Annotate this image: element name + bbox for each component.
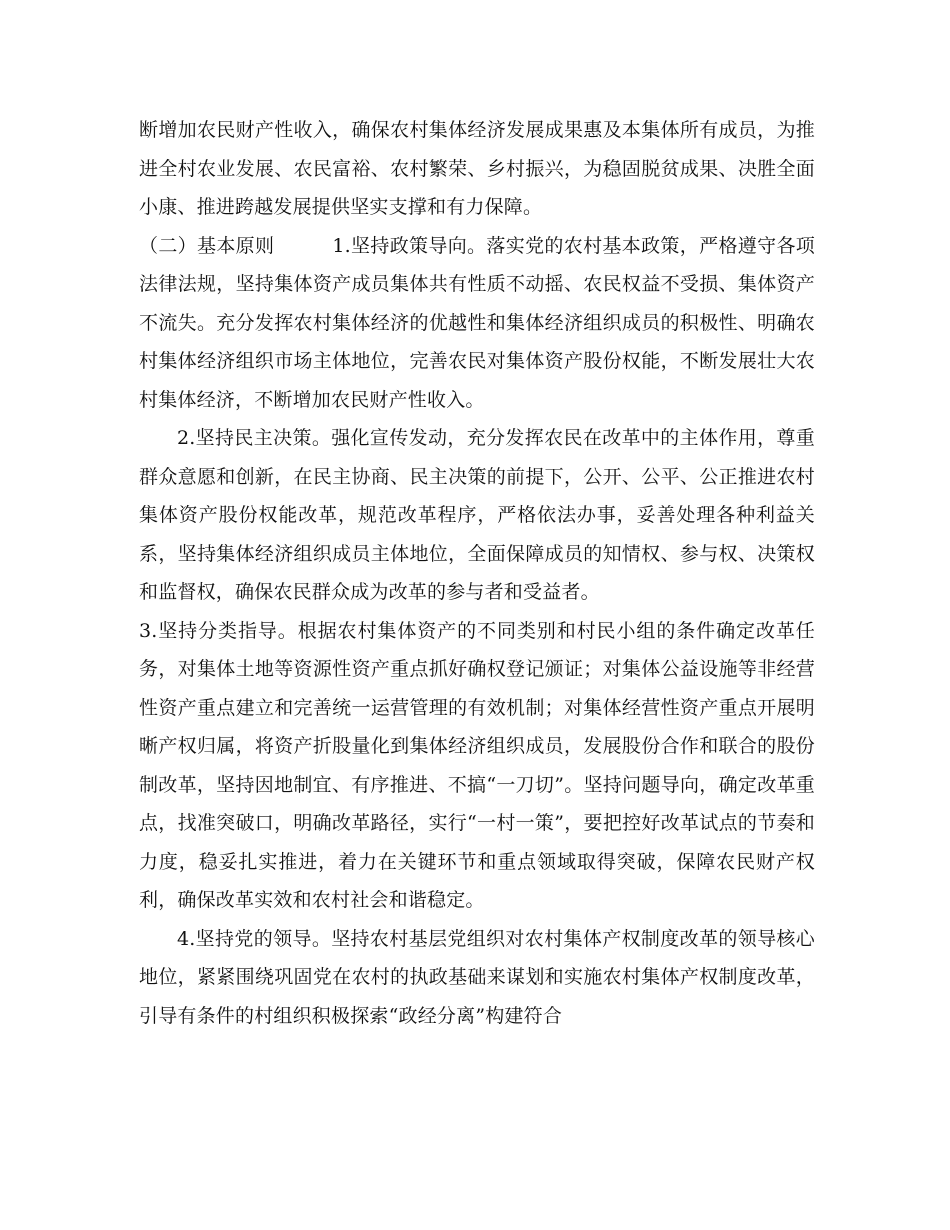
document-body	[139, 111, 815, 1035]
paragraph-party-leadership: 4.坚持党的领导。坚持农村基层党组织对农村集体产权制度改革的领导核心地位，紧紧围绕巩固党在农村的执政基础来谋划和实施农村集体产权制度改革，引导有条件的村组织积极探索“政经分离”构建符合	[139, 927, 815, 1027]
paragraph-basic-principles-policy: （二）基本原则 1.坚持政策导向。落实党的农村基本政策，严格遵守各项法律法规，坚持集体资产成员集体共有性质不动摇、农民权益不受损、集体资产不流失。充分发挥农村集体经济的优越性和集体经济组织成员的积极性、明确农村集体经济组织市场主体地位，完善农民对集体资产股份权能，不断发展壮大农村集体经济，不断增加农民财产性收入。	[139, 234, 815, 411]
paragraph-democratic-decision: 2.坚持民主决策。强化宣传发动，充分发挥农民在改革中的主体作用，尊重群众意愿和创新，在民主协商、民主决策的前提下，公开、公平、公正推进农村集体资产股份权能改革，规范改革程序，严格依法办事，妥善处理各种利益关系，坚持集体经济组织成员主体地位，全面保障成员的知情权、参与权、决策权和监督权，确保农民群众成为改革的参与者和受益者。	[139, 427, 815, 603]
paragraph-continued-intro: 断增加农民财产性收入，确保农村集体经济发展成果惠及本集体所有成员，为推进全村农业发展、农民富裕、农村繁荣、乡村振兴，为稳固脱贫成果、决胜全面小康、推进跨越发展提供坚实支撑和有力保障。	[139, 119, 815, 218]
paragraph-classified-guidance: 3.坚持分类指导。根据农村集体资产的不同类别和村民小组的条件确定改革任务，对集体土地等资源性资产重点抓好确权登记颁证；对集体公益设施等非经营性资产重点建立和完善统一运营管理的有效机制；对集体经营性资产重点开展明晰产权归属，将资产折股量化到集体经济组织成员，发展股份合作和联合的股份制改革，坚持因地制宜、有序推进、不搞“一刀切”。坚持问题导向，确定改革重点，找准突破口，明确改革路径，实行“一村一策”，要把控好改革试点的节奏和力度，稳妥扎实推进，着力在关键环节和重点领域取得突破，保障农民财产权利，确保改革实效和农村社会和谐稳定。	[139, 619, 815, 911]
